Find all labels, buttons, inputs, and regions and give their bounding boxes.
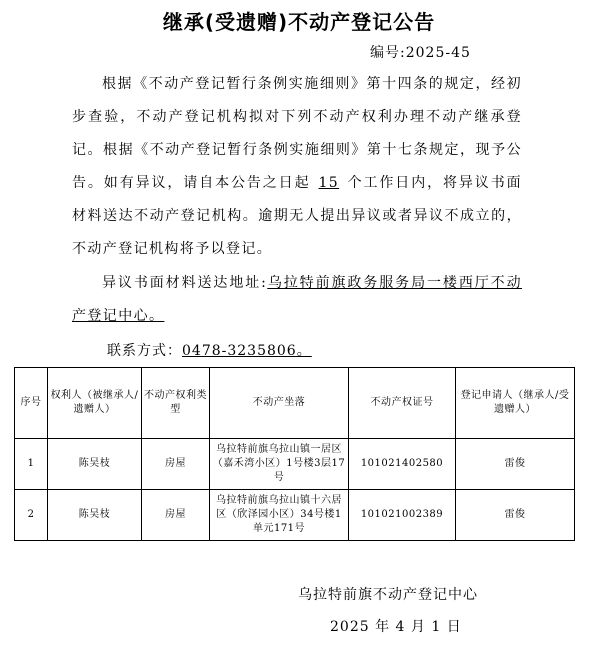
document-number: 编号:2025-45 (370, 45, 471, 61)
paragraph-text-after-days: 个工作日内，将异议书面材料送达不动产登记机构。逾期无人提出异议或者异议不成立的，不动产登记机构将予以登记。 (72, 175, 522, 257)
objection-days: 15 (318, 175, 340, 191)
cell-index: 2 (15, 490, 48, 541)
header-index: 序号 (15, 368, 48, 439)
cell-applicant: 雷俊 (456, 490, 575, 541)
cell-owner: 陈吴枝 (48, 490, 142, 541)
header-location: 不动产坐落 (210, 368, 349, 439)
cell-certificate: 101021002389 (349, 490, 456, 541)
header-applicant: 登记申请人（继承人/受遗赠人） (456, 368, 575, 439)
cell-location: 乌拉特前旗乌拉山镇十六居区（欣泽园小区）34号楼1单元171号 (210, 490, 349, 541)
cell-owner: 陈吴枝 (48, 439, 142, 490)
cell-applicant: 雷俊 (456, 439, 575, 490)
cell-location: 乌拉特前旗乌拉山镇一居区（嘉禾湾小区）1号楼3层17号 (210, 439, 349, 490)
issue-date: 2025 年 4 月 1 日 (330, 619, 462, 635)
cell-right-type: 房屋 (142, 439, 210, 490)
header-right-type: 不动产权利类型 (142, 368, 210, 439)
paragraph-text-before-days: 根据《不动产登记暂行条例实施细则》第十四条的规定，经初步查验，不动产登记机构拟对下列不动产权利办理不动产继承登记。根据《不动产登记暂行条例实施细则》第十七条规定，现予公告。如有异议，请自本公告之日起 (72, 76, 522, 191)
issuing-organization: 乌拉特前旗不动产登记中心 (298, 587, 478, 603)
announcement-paragraph (72, 68, 522, 266)
header-certificate: 不动产权证号 (349, 368, 456, 439)
contact-info (107, 340, 312, 360)
objection-address: 乌拉特前旗政务服务局一楼西厅不动产登记中心。 (72, 275, 522, 324)
cell-index: 1 (15, 439, 48, 490)
table-row (15, 490, 575, 541)
contact-phone: 0478-3235806。 (182, 343, 312, 359)
cell-right-type: 房屋 (142, 490, 210, 541)
table-row (15, 439, 575, 490)
table-header-row (15, 368, 575, 439)
header-owner: 权利人（被继承人/遗赠人） (48, 368, 142, 439)
objection-address-paragraph (72, 267, 522, 333)
contact-label: 联系方式： (107, 343, 182, 359)
registration-table (14, 367, 575, 541)
objection-address-label: 异议书面材料送达地址: (102, 275, 268, 291)
cell-certificate: 101021402580 (349, 439, 456, 490)
page-title: 继承(受遗赠)不动产登记公告 (162, 10, 436, 34)
